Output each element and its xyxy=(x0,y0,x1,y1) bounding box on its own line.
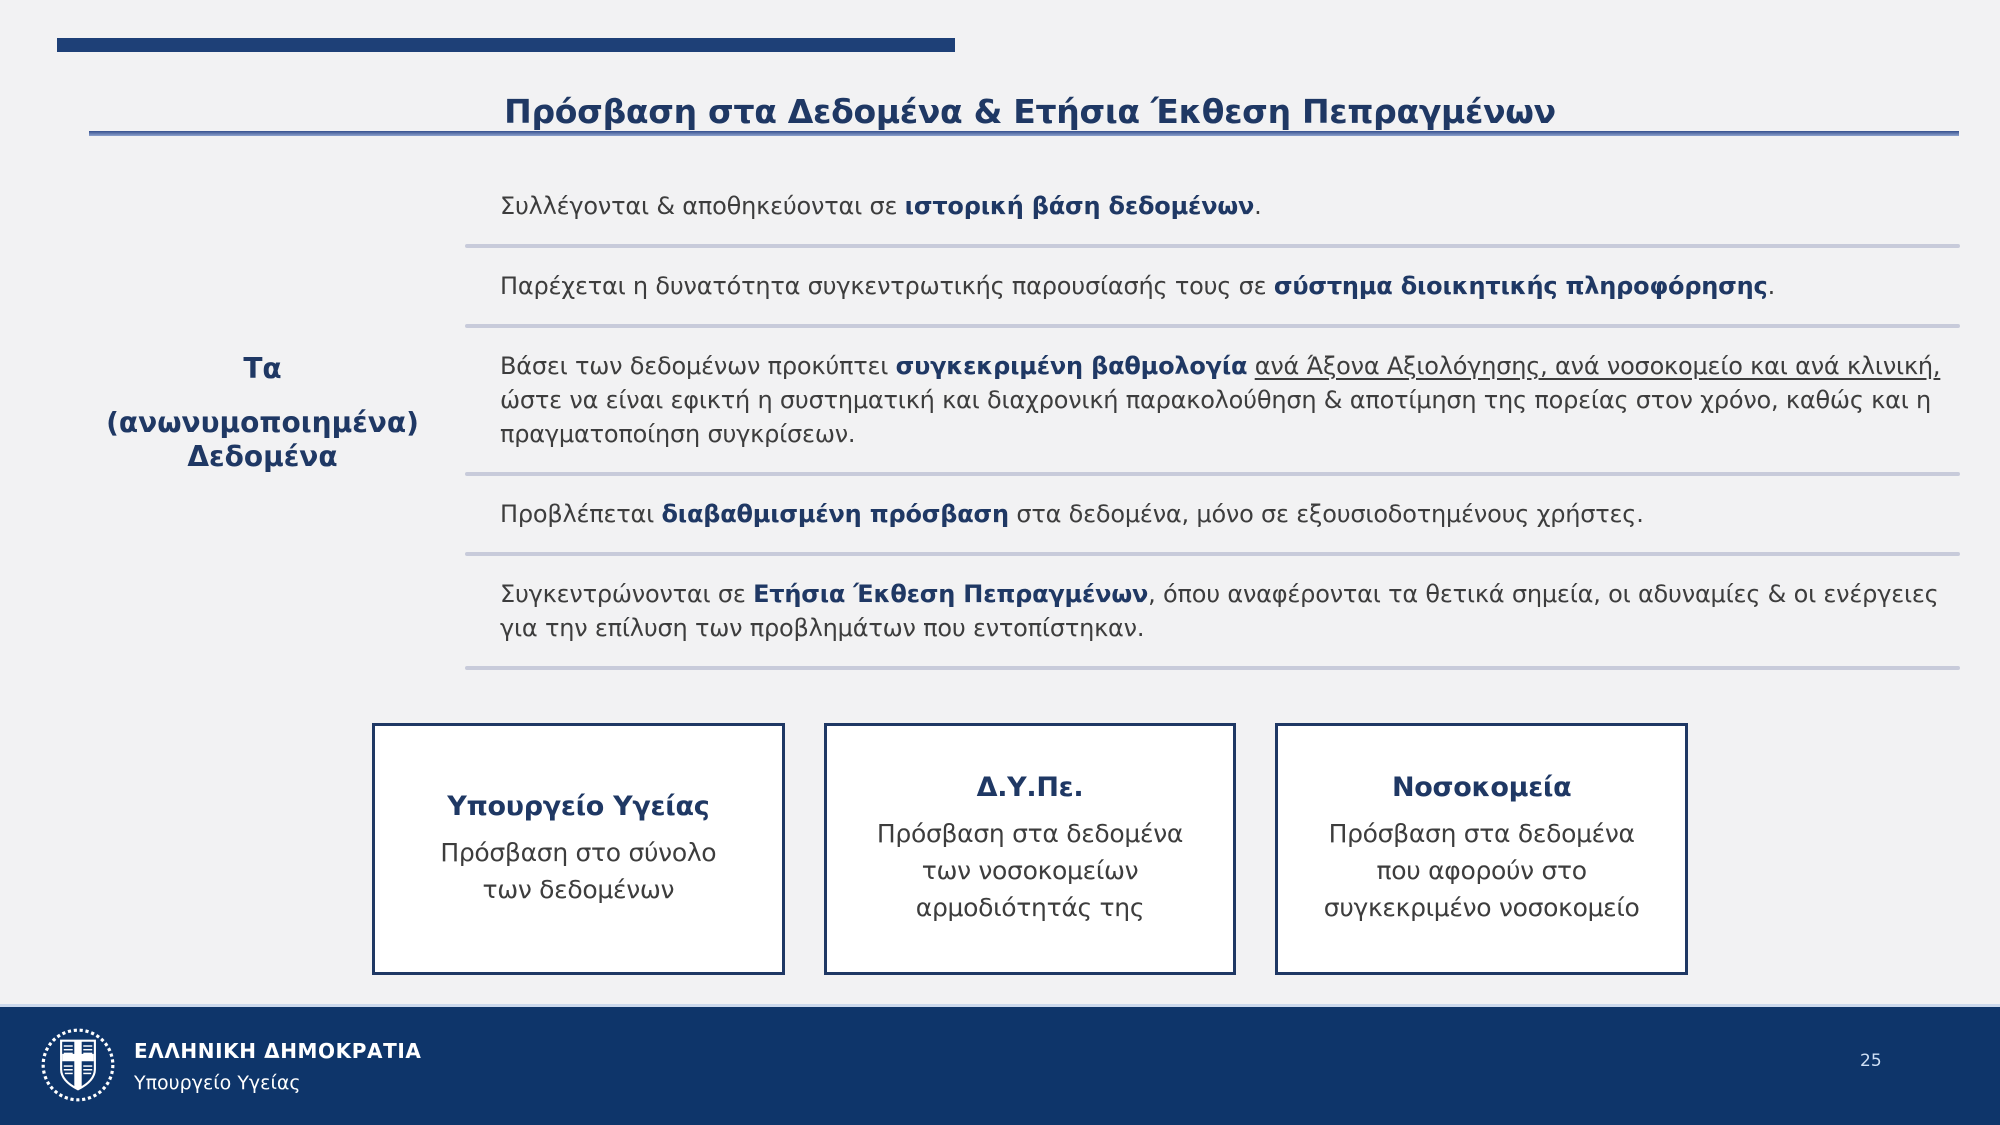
content-row xyxy=(465,476,1960,552)
page-number: 25 xyxy=(1860,1051,1882,1071)
left-label-line: Δεδομένα xyxy=(187,440,338,473)
access-box-title: Δ.Υ.Πε. xyxy=(976,772,1084,803)
text-segment-plain: , όπου αναφέρονται τα θετικά σημεία, οι αδυναμίες & οι ενέργειες για την επίλυση των προβλημάτων που εντοπίστηκαν. xyxy=(500,580,1939,642)
row-divider xyxy=(465,666,1960,670)
text-segment-plain xyxy=(1247,352,1254,380)
footer-dept-name: Υπουργείο Υγείας xyxy=(134,1072,301,1094)
text-segment-bold: Ετήσια Έκθεση Πεπραγμένων xyxy=(753,580,1149,608)
access-box-body: Πρόσβαση στα δεδομένα των νοσοκομείων αρμοδιότητάς της xyxy=(876,819,1184,922)
page-title: Πρόσβαση στα Δεδομένα & Ετήσια Έκθεση Πεπραγμένων xyxy=(504,92,1556,132)
greek-coat-of-arms-icon xyxy=(40,1027,116,1103)
access-boxes-row xyxy=(372,723,1688,975)
text-segment-underline: ανά Άξονα Αξιολόγησης, ανά νοσοκομείο και ανά κλινική, xyxy=(1254,352,1941,380)
text-segment-plain: Συγκεντρώνονται σε xyxy=(500,580,754,608)
text-segment-bold: σύστημα διοικητικής πληροφόρησης xyxy=(1273,272,1768,300)
text-segment-plain: Συλλέγονται & αποθηκεύονται σε xyxy=(500,192,905,220)
access-box-body: Πρόσβαση στο σύνολο των δεδομένων xyxy=(440,837,717,904)
title-underline xyxy=(89,131,1959,136)
text-segment-plain: . xyxy=(1767,272,1776,300)
access-box-body: Πρόσβαση στα δεδομένα που αφορούν στο συγκεκριμένο νοσοκομείο xyxy=(1323,819,1640,922)
content-row xyxy=(465,328,1960,472)
text-segment-plain: . xyxy=(1254,192,1262,220)
left-label-line: Τα xyxy=(243,352,282,385)
left-label-anonymized-data xyxy=(95,352,430,474)
text-segment-plain: στα δεδομένα, μόνο σε εξουσιοδοτημένους χρήστες. xyxy=(1008,500,1644,528)
text-segment-bold: ιστορική βάση δεδομένων xyxy=(904,192,1255,220)
content-row xyxy=(465,556,1960,666)
access-box xyxy=(824,723,1237,975)
content-row xyxy=(465,168,1960,244)
text-segment-plain: ώστε να είναι εφικτή η συστηματική και διαχρονική παρακολούθηση & αποτίμηση της πορείας στον χρόνο, καθώς και η πραγματοποίηση συγκρίσεων. xyxy=(500,386,1932,448)
text-segment-plain: Βάσει των δεδομένων προκύπτει xyxy=(500,352,896,380)
access-box-title: Υπουργείο Υγείας xyxy=(447,790,710,822)
access-box xyxy=(372,723,785,975)
text-segment-bold: διαβαθμισμένη πρόσβαση xyxy=(661,500,1009,528)
access-box xyxy=(1275,723,1688,975)
footer-bar xyxy=(0,1004,2000,1125)
left-label-line: (ανωνυμοποιημένα) xyxy=(106,406,419,439)
footer-org-name: ΕΛΛΗΝΙΚΗ ΔΗΜΟΚΡΑΤΙΑ xyxy=(134,1039,422,1063)
top-accent-bar xyxy=(57,38,955,52)
content-row xyxy=(465,248,1960,324)
text-segment-plain: Παρέχεται η δυνατότητα συγκεντρωτικής παρουσίασής τους σε xyxy=(500,272,1274,300)
text-segment-plain: Προβλέπεται xyxy=(500,500,662,528)
rows-list xyxy=(465,168,1960,670)
footer-texts xyxy=(134,1039,421,1094)
text-segment-bold: συγκεκριμένη βαθμολογία xyxy=(895,352,1248,380)
access-box-title: Νοσοκομεία xyxy=(1391,772,1572,803)
